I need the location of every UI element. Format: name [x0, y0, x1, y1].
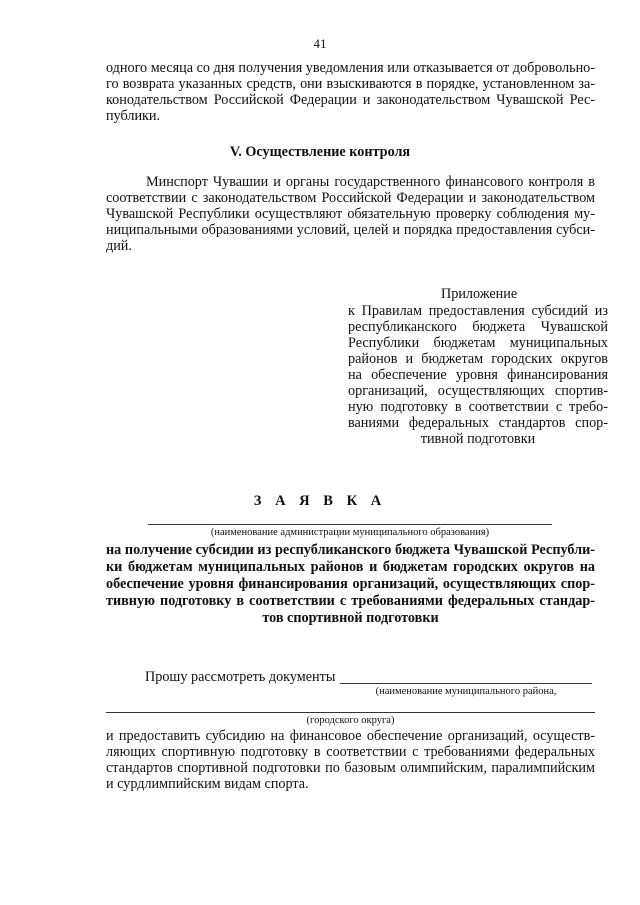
application-purpose	[106, 542, 595, 627]
intro-line: публики.	[106, 108, 161, 124]
control-line: Чувашской Республики осуществляют обязательную проверку соблюдения му-	[106, 206, 595, 222]
intro-line: одного месяца со дня получения уведомления или отказывается от добровольно-	[106, 60, 595, 76]
purpose-line: тов спортивной подготовки	[262, 610, 439, 626]
admin-name-caption: (наименование администрации муниципального образования)	[210, 527, 490, 538]
admin-name-blank-line	[148, 524, 552, 525]
control-line: Минспорт Чувашии и органы государственного финансового контроля в	[146, 174, 595, 190]
district-caption: (наименование муниципального района,	[375, 686, 557, 697]
intro-line: го возврата указанных средств, они взыскиваются в порядке, установленном за-	[106, 76, 595, 92]
purpose-line: на получение субсидии из республиканского бюджета Чувашской Республи-	[106, 542, 595, 558]
appendix-title: Приложение	[441, 286, 518, 302]
intro-paragraph	[106, 60, 595, 124]
appendix-line: Республики бюджетам муниципальных	[348, 335, 608, 351]
appendix-line: тивной подготовки	[420, 431, 536, 447]
final-line: стандартов спортивной подготовки по базовым олимпийским, паралимпийским	[106, 760, 595, 776]
control-paragraph	[106, 174, 595, 254]
control-line: соответствии с законодательством Российской Федерации и законодательством	[106, 190, 595, 206]
application-title: З А Я В К А	[253, 493, 387, 509]
final-line: и предоставить субсидию на финансовое обеспечение организаций, осуществ-	[106, 728, 595, 744]
purpose-line: ки бюджетам муниципальных районов и бюджетам городских округов на	[106, 559, 595, 575]
final-line: и сурдлимпийским видам спорта.	[106, 776, 309, 792]
request-label: Прошу рассмотреть документы	[145, 669, 336, 685]
appendix-line: на обеспечение уровня финансирования	[348, 367, 608, 383]
purpose-line: тивную подготовку в соответствии с требованиями федеральных стандар-	[106, 593, 595, 609]
intro-line: конодательством Российской Федерации и законодательством Чувашской Рес-	[106, 92, 595, 108]
appendix-line: республиканского бюджета Чувашской	[348, 319, 608, 335]
final-line: ляющих спортивную подготовку в соответствии с требованиями федеральных	[106, 744, 595, 760]
appendix-line: районов и бюджетам городских округов	[348, 351, 608, 367]
page-number: 41	[313, 36, 327, 51]
district-blank-line	[340, 683, 592, 684]
appendix-line: к Правилам предоставления субсидий из	[348, 303, 608, 319]
appendix-line: ваниями федеральных стандартов спор-	[348, 415, 608, 431]
appendix-line: ную подготовку в соответствии с требо-	[348, 399, 608, 415]
section-v-heading: V. Осуществление контроля	[229, 144, 411, 160]
final-paragraph	[106, 728, 595, 792]
purpose-line: обеспечение уровня финансирования организаций, осуществляющих спор-	[106, 576, 595, 592]
control-line: ниципальными образованиями условий, целей и порядка предоставления субси-	[106, 222, 595, 238]
city-blank-line	[106, 712, 595, 713]
city-caption: (городского округа)	[306, 715, 395, 726]
control-line: дий.	[106, 238, 132, 254]
appendix-description	[348, 303, 608, 447]
appendix-line: организаций, осуществляющих спортив-	[348, 383, 608, 399]
